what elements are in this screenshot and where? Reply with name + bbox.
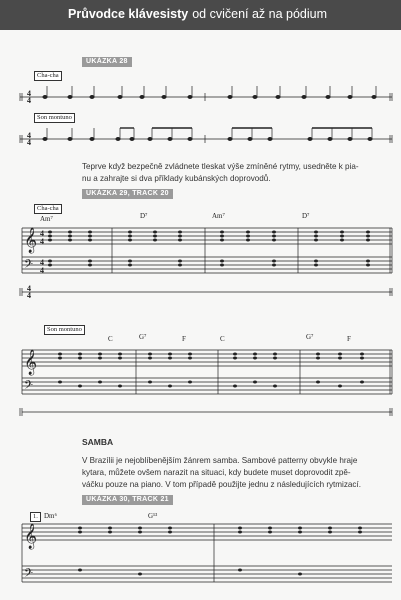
chord-symbol: C (108, 335, 113, 343)
svg-text:4: 4 (40, 258, 44, 267)
paragraph-line: Teprve když bezpečně zvládnete tleskat výše zmíněné rytmy, usedněte k pia- (82, 162, 359, 171)
cha-cha-label-2: Cha-cha (34, 204, 62, 214)
svg-text:4: 4 (27, 138, 31, 147)
paragraph-line: kytara, můžete ovšem narazit na situaci, kdy budete muset doprovodit zpě- (82, 468, 351, 477)
chord-symbol: Am⁷ (40, 215, 53, 223)
chord-symbol: D⁷ (302, 212, 310, 220)
svg-text:4: 4 (27, 89, 31, 98)
samba-heading: SAMBA (82, 437, 114, 447)
paragraph-line: váčku pouze na piano. V tom případě použijte jednu z následujících rytmizací. (82, 480, 361, 489)
paragraph-line: V Brazílii je nejoblíbenějším žánrem samba. Sambové patterny obvykle hraje (82, 456, 358, 465)
chord-symbol: Am⁷ (212, 212, 225, 220)
example-29-label: UKÁZKA 29, TRACK 20 (82, 189, 173, 199)
svg-text:4: 4 (40, 229, 44, 238)
chord-symbol: F (182, 335, 186, 343)
son-montuno-label-2: Son montuno (44, 325, 85, 335)
chord-symbol: D⁷ (140, 212, 148, 220)
title-subtitle: od cvičení až na pódium (192, 7, 328, 21)
svg-text:4: 4 (27, 131, 31, 140)
title-bold: Průvodce klávesisty (68, 7, 189, 21)
chord-symbol: C (220, 335, 225, 343)
svg-text:4: 4 (27, 96, 31, 105)
svg-text:𝄢: 𝄢 (24, 379, 34, 395)
chord-symbol: G¹³ (148, 512, 158, 520)
svg-text:4: 4 (27, 291, 31, 300)
svg-text:4: 4 (40, 237, 44, 246)
chord-symbol: F (347, 335, 351, 343)
ending-box-1: 1. (30, 512, 41, 522)
svg-text:4: 4 (27, 284, 31, 293)
example-30-label: UKÁZKA 30, TRACK 21 (82, 495, 173, 505)
paragraph-line: nu a zahrajte si dva příklady kubánských doprovodů. (82, 174, 271, 183)
son-montuno-label-1: Son montuno (34, 113, 75, 123)
svg-text:𝄢: 𝄢 (24, 567, 34, 583)
svg-text:𝄞: 𝄞 (24, 350, 38, 375)
svg-text:4: 4 (40, 266, 44, 275)
cha-cha-label-1: Cha-cha (34, 71, 62, 81)
chord-symbol: G⁷ (306, 333, 314, 341)
chord-symbol: Dm⁶ (44, 512, 57, 520)
svg-text:𝄢: 𝄢 (24, 258, 34, 274)
svg-text:𝄞: 𝄞 (24, 524, 38, 549)
chord-symbol: G⁷ (139, 333, 147, 341)
svg-text:𝄞: 𝄞 (24, 228, 38, 253)
example-28-label: UKÁZKA 28 (82, 57, 132, 67)
